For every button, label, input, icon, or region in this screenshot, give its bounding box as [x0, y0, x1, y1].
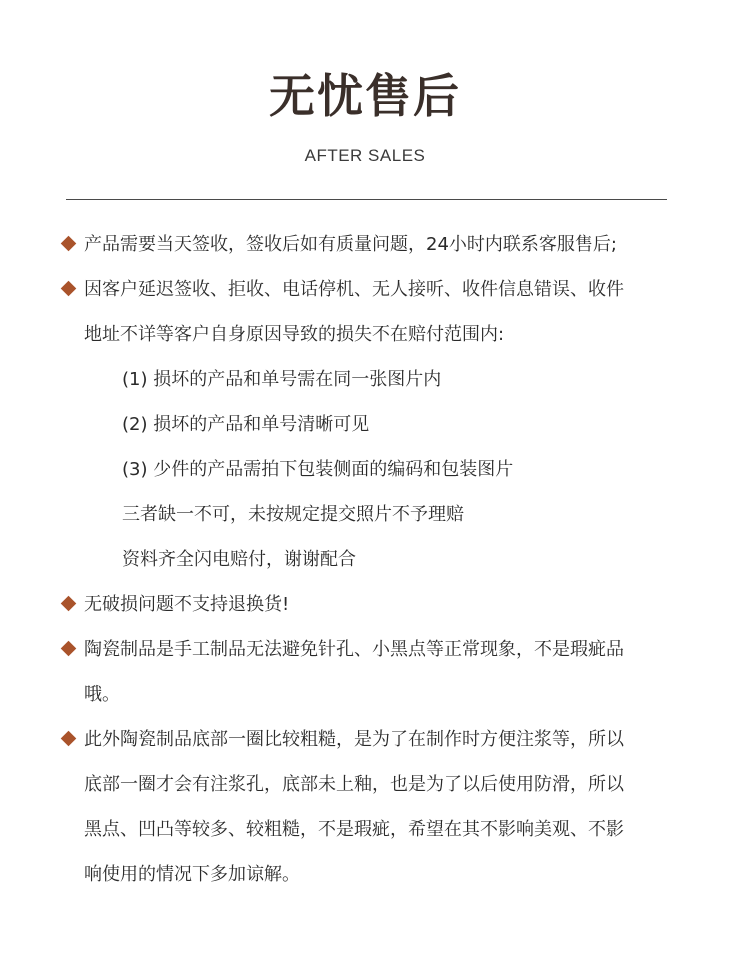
policy-item-signing	[60, 222, 680, 267]
policy-item-no-returns	[60, 582, 680, 627]
policy-sub-line: 三者缺一不可，未按规定提交照片不予理赔	[122, 504, 464, 525]
policy-item-handmade	[60, 627, 680, 717]
policy-text-line: 响使用的情况下多加谅解。	[84, 864, 300, 885]
diamond-bullet-icon	[61, 641, 77, 657]
policy-text-line: 陶瓷制品是手工制品无法避免针孔、小黑点等正常现象，不是瑕疵品	[84, 639, 624, 660]
page-subtitle: AFTER SALES	[304, 146, 426, 165]
diamond-bullet-icon	[61, 281, 77, 297]
policy-list	[60, 222, 680, 897]
policy-item-exclusions	[60, 267, 680, 582]
page-title: 无忧售后	[269, 69, 461, 123]
diamond-bullet-icon	[61, 731, 77, 747]
policy-text-line: 此外陶瓷制品底部一圈比较粗糙，是为了在制作时方便注浆等，所以	[84, 729, 624, 750]
title-divider	[66, 199, 667, 200]
policy-sub-line: (3) 少件的产品需拍下包装侧面的编码和包装图片	[122, 459, 514, 480]
policy-text-line: 地址不详等客户自身原因导致的损失不在赔付范围内:	[84, 324, 505, 345]
policy-text-line: 因客户延迟签收、拒收、电话停机、无人接听、收件信息错误、收件	[84, 279, 624, 300]
diamond-bullet-icon	[61, 236, 77, 252]
diamond-bullet-icon	[61, 596, 77, 612]
policy-text-line: 黑点、凹凸等较多、较粗糙，不是瑕疵，希望在其不影响美观、不影	[84, 819, 624, 840]
policy-sub-line: (1) 损坏的产品和单号需在同一张图片内	[122, 369, 442, 390]
policy-sub-line: (2) 损坏的产品和单号清晰可见	[122, 414, 370, 435]
policy-text-line: 底部一圈才会有注浆孔，底部未上釉，也是为了以后使用防滑，所以	[84, 774, 624, 795]
policy-text-line: 哦。	[84, 684, 120, 705]
policy-sub-line: 资料齐全闪电赔付，谢谢配合	[122, 549, 356, 570]
policy-text-line: 产品需要当天签收，签收后如有质量问题，24小时内联系客服售后;	[84, 234, 617, 255]
policy-item-bottom-finish	[60, 717, 680, 897]
policy-text-line: 无破损问题不支持退换货!	[84, 594, 290, 615]
